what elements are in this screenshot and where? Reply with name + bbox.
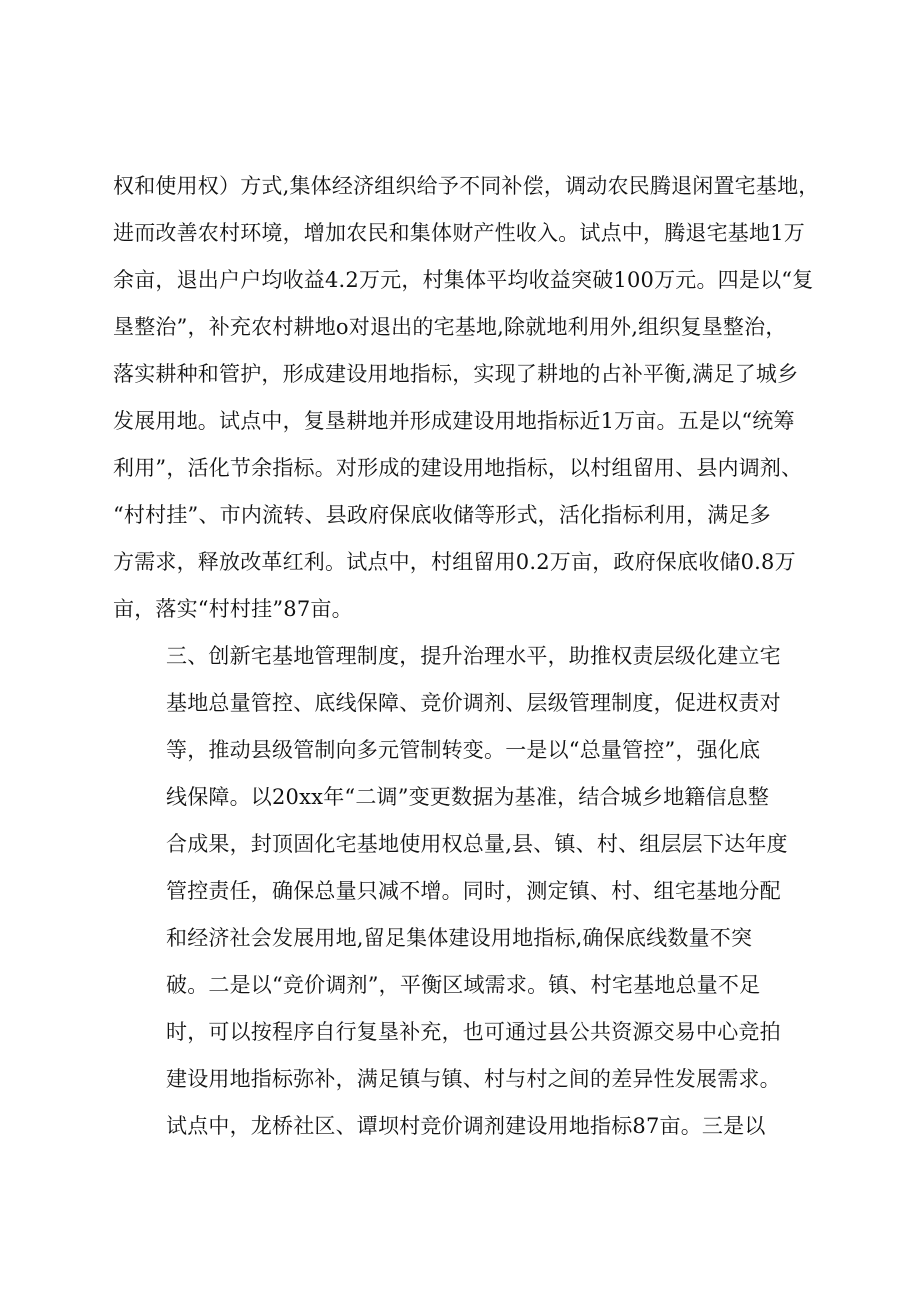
text-line-2: 进而改善农村环境，增加农民和集体财产性收入。试点中，腾退宅基地1万: [113, 221, 805, 245]
text-line-20: 建设用地指标弥补，满足镇与镇、村与村之间的差异性发展需求。: [166, 1067, 781, 1091]
text-line-1: 权和使用权）方式,集体经济组织给予不同补偿，调动农民腾退闲置宅基地，: [113, 174, 820, 198]
text-line-3: 余亩，退出户户均收益4.2万元，村集体平均收益突破100万元。四是以“复: [113, 268, 814, 292]
text-line-12: 基地总量管控、底线保障、竞价调剂、层级管理制度，促进权责对: [166, 691, 781, 715]
text-line-7: 利用”，活化节余指标。对形成的建设用地指标，以村组留用、县内调剂、: [113, 456, 803, 480]
text-line-4: 垦整治”，补充农村耕地o对退出的宅基地,除就地利用外,组织复垦整治，: [113, 315, 787, 339]
text-line-5: 落实耕种和管护，形成建设用地指标，实现了耕地的占补平衡,满足了城乡: [113, 362, 799, 386]
text-line-8: “村村挂”、市内流转、县政府保底收储等形式，活化指标利用，满足多: [113, 503, 771, 527]
text-line-19: 时，可以按程序自行复垦补充，也可通过县公共资源交易中心竞拍: [166, 1020, 781, 1044]
text-line-6: 发展用地。试点中，复垦耕地并形成建设用地指标近1万亩。五是以“统筹: [113, 409, 795, 433]
text-line-14: 线保障。以20xx年“二调”变更数据为基准，结合城乡地籍信息整: [166, 785, 770, 809]
text-line-18: 破。二是以“竞价调剂”，平衡区域需求。镇、村宅基地总量不足: [166, 973, 761, 997]
text-line-13: 等，推动县级管制向多元管制转变。一是以“总量管控”，强化底: [166, 738, 761, 762]
text-line-15: 合成果，封顶固化宅基地使用权总量,县、镇、村、组层层下达年度: [166, 832, 788, 856]
text-line-17: 和经济社会发展用地,留足集体建设用地指标,确保底线数量不突: [166, 926, 753, 950]
section-heading-three: 三、创新宅基地管理制度，提升治理水平，助推权责层级化建立宅: [166, 644, 781, 668]
text-line-16: 管控责任，确保总量只减不增。同时，测定镇、村、组宅基地分配: [166, 879, 781, 903]
text-line-9: 方需求，释放改革红利。试点中，村组留用0.2万亩，政府保底收储0.8万: [113, 550, 796, 574]
text-line-10: 亩，落实“村村挂”87亩。: [113, 597, 353, 621]
text-line-21: 试点中，龙桥社区、谭坝村竞价调剂建设用地指标87亩。三是以: [166, 1114, 766, 1138]
